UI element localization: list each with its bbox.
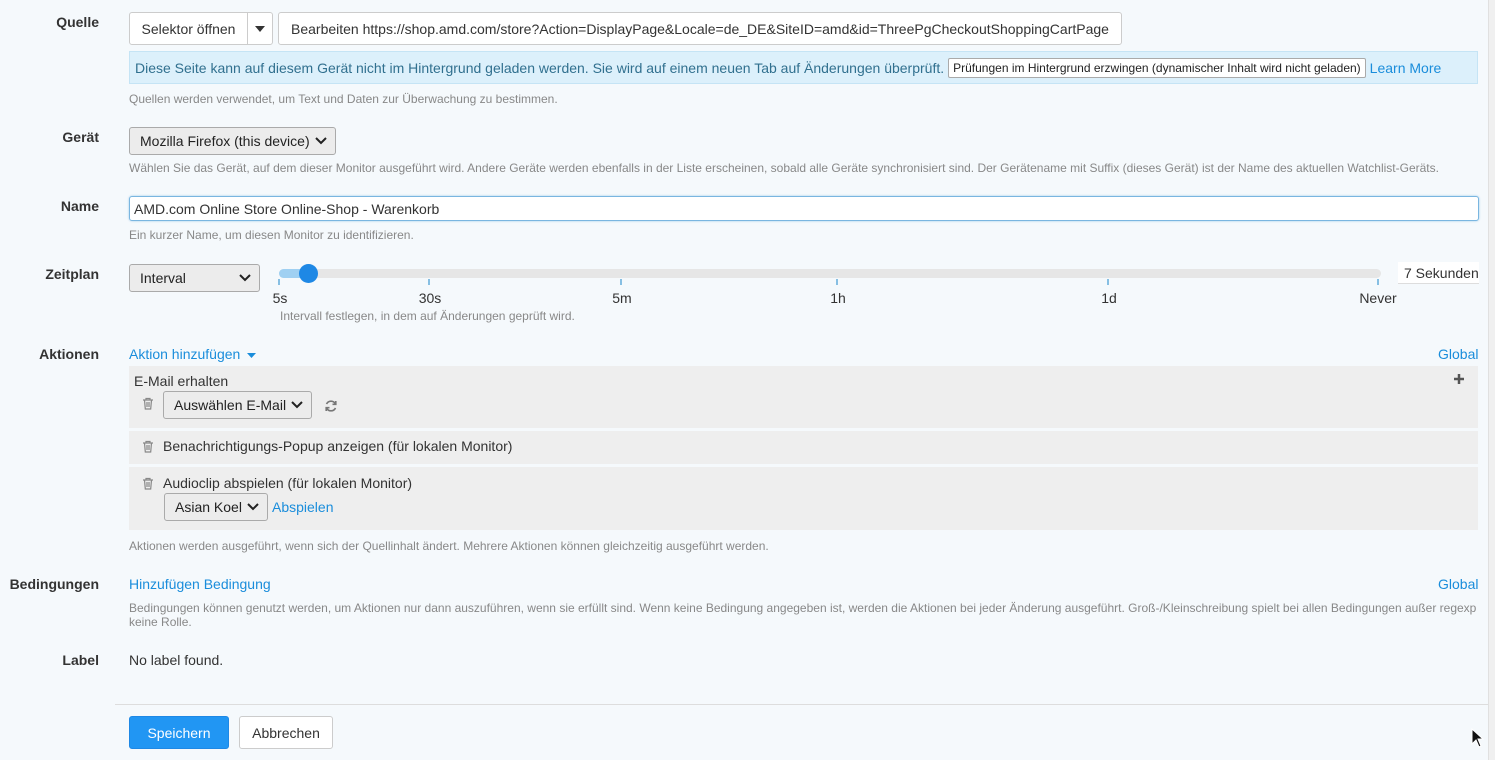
device-help: Wählen Sie das Gerät, auf dem dieser Monitor ausgeführt wird. Andere Geräte werden ebenfalls in der Liste erscheinen, sobald alle Geräte synchronisiert sind. Der Gerätename mit Suffix (dieses Gerät) ist der Name des aktuellen Watchlist-Geräts. [129, 161, 1439, 175]
tick-label-1d: 1d [1101, 290, 1117, 306]
audio-clip-value: Asian Koel [175, 499, 242, 515]
email-action-title: E-Mail erhalten [134, 373, 229, 389]
actions-label: Aktionen [39, 346, 99, 362]
cancel-button-label: Abbrechen [252, 724, 320, 741]
chevron-down-icon [291, 400, 303, 410]
tick-label-30s: 30s [418, 290, 442, 306]
add-condition-link[interactable]: Hinzufügen Bedingung [129, 576, 271, 592]
tick-label-1h: 1h [830, 290, 846, 306]
schedule-type-value: Interval [140, 270, 186, 286]
caret-down-icon [255, 26, 265, 32]
conditions-label: Bedingungen [9, 576, 99, 592]
save-button[interactable] [129, 716, 229, 749]
conditions-help-line-2: keine Rolle. [129, 615, 192, 629]
conditions-help-line-1: Bedingungen können genutzt werden, um Aktionen nur dann auszuführen, wenn sie erfüllt sind. Wenn keine Bedingung angegeben ist, werden die Aktionen bei jeder Änderung ausgeführt. Groß-/Kleinschreibung spielt bei allen Bedingungen außer regexp [129, 601, 1477, 615]
tick-label-5m: 5m [612, 290, 632, 306]
schedule-help: Intervall festlegen, in dem auf Änderungen geprüft wird. [280, 309, 575, 323]
slider-tick [428, 279, 430, 285]
popup-action-title: Benachrichtigungs-Popup anzeigen (für lokalen Monitor) [163, 438, 513, 454]
tick-label-never: Never [1359, 290, 1397, 306]
email-action-card [129, 366, 1478, 428]
force-background-button[interactable]: Prüfungen im Hintergrund erzwingen (dynamischer Inhalt wird nicht geladen) [948, 58, 1366, 78]
email-select[interactable] [163, 391, 312, 419]
actions-help: Aktionen werden ausgeführt, wenn sich der Quellinhalt ändert. Mehrere Aktionen können gleichzeitig ausgeführt werden. [129, 539, 769, 553]
name-input-value: AMD.com Online Store Online-Shop - Warenkorb [134, 200, 440, 217]
add-action-dropdown[interactable] [129, 346, 256, 362]
slider-track[interactable] [279, 269, 1381, 278]
cancel-button[interactable] [239, 716, 333, 749]
conditions-global-link[interactable]: Global [1438, 576, 1479, 592]
slider-thumb[interactable] [299, 264, 318, 283]
slider-tick [620, 279, 622, 285]
source-help: Quellen werden verwendet, um Text und Daten zur Überwachung zu bestimmen. [129, 92, 558, 106]
interval-value-text: 7 Sekunden [1404, 265, 1479, 281]
learn-more-link[interactable]: Learn More [1369, 59, 1442, 76]
slider-tick [1107, 279, 1109, 285]
email-select-value: Auswählen E-Mail [174, 397, 287, 413]
scrollbar[interactable] [1488, 0, 1495, 760]
footer-divider [115, 704, 1488, 705]
add-action-label: Aktion hinzufügen [129, 346, 241, 362]
name-label: Name [60, 198, 99, 214]
actions-global-link[interactable]: Global [1438, 346, 1479, 362]
notice-text: Diese Seite kann auf diesem Gerät nicht im Hintergrund geladen werden. Sie wird auf einem neuen Tab auf Änderungen überprüft. [135, 59, 945, 76]
audio-clip-select[interactable] [164, 493, 268, 521]
name-help: Ein kurzer Name, um diesen Monitor zu identifizieren. [129, 228, 414, 242]
caret-down-icon [247, 353, 256, 358]
selector-dropdown-toggle[interactable] [247, 12, 273, 45]
slider-tick [836, 279, 838, 285]
chevron-down-icon [315, 136, 327, 146]
trash-icon[interactable] [142, 477, 154, 490]
mouse-cursor-icon [1471, 728, 1485, 748]
slider-tick [278, 279, 280, 285]
trash-icon[interactable] [142, 397, 154, 410]
play-audio-link[interactable]: Abspielen [272, 499, 334, 515]
chevron-down-icon [239, 273, 251, 283]
plus-icon[interactable] [1453, 373, 1465, 385]
audio-action-title: Audioclip abspielen (für lokalen Monitor) [163, 475, 413, 491]
chevron-down-icon [247, 502, 259, 512]
save-button-label: Speichern [147, 724, 211, 741]
background-notice [129, 51, 1478, 84]
source-label: Quelle [56, 14, 99, 30]
interval-value-display [1398, 262, 1479, 284]
device-select[interactable] [129, 127, 336, 155]
refresh-icon[interactable] [324, 399, 338, 413]
slider-tick [1377, 279, 1379, 285]
no-label-text: No label found. [129, 652, 224, 668]
open-selector-button[interactable] [129, 12, 248, 45]
device-label: Gerät [62, 129, 99, 145]
edit-source-button[interactable] [278, 12, 1122, 45]
device-select-value: Mozilla Firefox (this device) [140, 133, 310, 149]
open-selector-label: Selektor öffnen [141, 20, 236, 37]
tick-label-5s: 5s [272, 290, 288, 306]
name-input[interactable] [129, 196, 1479, 221]
schedule-label: Zeitplan [45, 266, 99, 282]
edit-source-label: Bearbeiten https://shop.amd.com/store?Action=DisplayPage&Locale=de_DE&SiteID=amd&id=ThreePgCheckoutShoppingCartPage [291, 20, 1109, 37]
label-section-label: Label [62, 652, 99, 668]
schedule-type-select[interactable] [129, 264, 260, 292]
trash-icon[interactable] [142, 440, 154, 453]
